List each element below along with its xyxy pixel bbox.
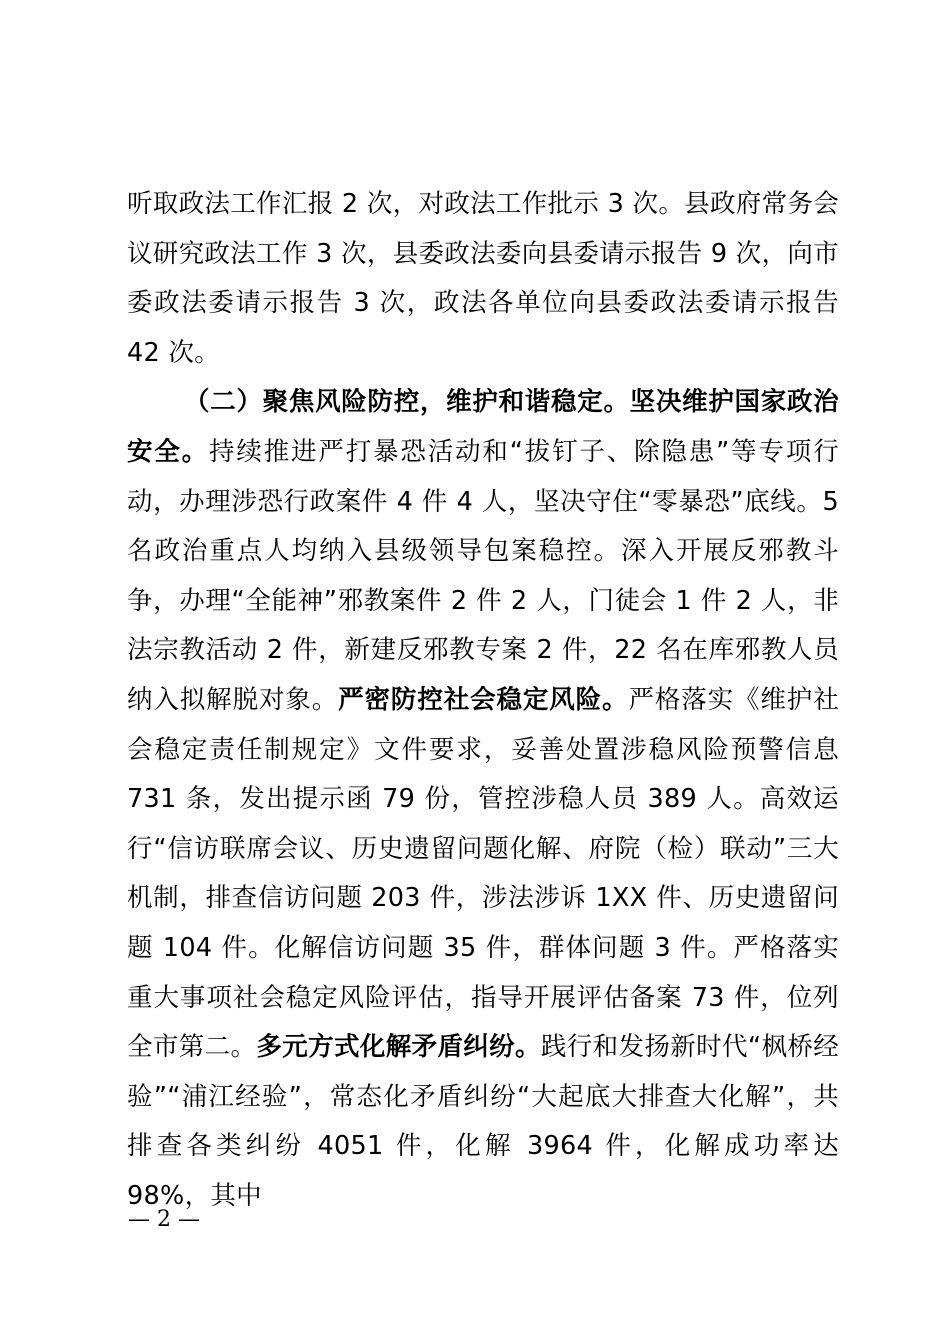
paragraph-risk-control [127, 378, 839, 1221]
paragraph-text: 严格落实《维护社会稳定责任制规定》文件要求，妥善处置涉稳风险预警信息 731 条，发出提示函 79 份，管控涉稳人员 389 人。高效运行“信访联席会议、历史遗留问题化解、府院（检）联动”三大机制，排查信访问题 203 件，涉法涉诉 1XX 件、历史遗留问题 104 件。化解信访问题 35 件，群体问题 3 件。严格落实重大事项社会稳定风险评估，指导开展评估备案 73 件，位列全市第二。 [127, 684, 839, 1063]
paragraph-text: 持续推进严打暴恐活动和“拔钉子、除隐患”等专项行动，办理涉恐行政案件 4 件 4 人，坚决守住“零暴恐”底线。5 名政治重点人均纳入县级领导包案稳控。深入开展反邪教斗争，办理“全能神”邪教案件 2 件 2 人，门徒会 1 件 2 人，非法宗教活动 2 件，新建反邪教专案 2 件，22 名在库邪教人员纳入拟解脱对象。 [127, 436, 839, 715]
subheading-stability-risk: 严密防控社会稳定风险。 [338, 684, 629, 715]
section-heading: （二）聚焦风险防控，维护和谐稳定。坚决维护国家政治安全。 [127, 387, 839, 467]
page-number: — 2 — [128, 1207, 200, 1232]
document-body [127, 180, 839, 1221]
subheading-dispute-resolution: 多元方式化解矛盾纠纷。 [256, 1032, 541, 1063]
paragraph-text: 践行和发扬新时代“枫桥经验”“浦江经验”，常态化矛盾纠纷“大起底大排查大化解”，共排查各类纠纷 4051 件，化解 3964 件，化解成功率达 98%，其中 [127, 1032, 839, 1211]
paragraph-continuation: 听取政法工作汇报 2 次，对政法工作批示 3 次。县政府常务会议研究政法工作 3 次，县委政法委向县委请示报告 9 次，向市委政法委请示报告 3 次，政法各单位向县委政法委请示报告 42 次。 [127, 189, 839, 368]
